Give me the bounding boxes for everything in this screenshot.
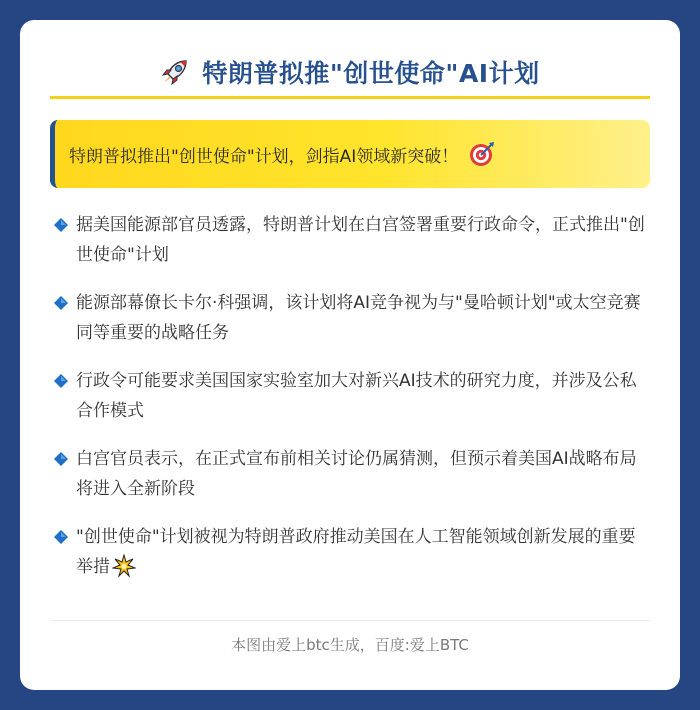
footer-credit: 本图由爱上btc生成，百度:爱上BTC [231, 636, 469, 654]
list-item [52, 444, 652, 504]
highlight-banner [50, 120, 650, 188]
list-item-text: 行政令可能要求美国国家实验室加大对新兴AI技术的研究力度，并涉及公私合作模式 [76, 371, 637, 421]
diamond-bullet-icon [54, 530, 68, 544]
list-item-text: 白宫官员表示，在正式宣布前相关讨论仍属猜测，但预示着美国AI战略布局将进入全新阶段 [76, 449, 637, 499]
content-card [20, 20, 680, 690]
list-item-text: 据美国能源部官员透露，特朗普计划在白宫签署重要行政命令，正式推出"创世使命"计划 [76, 215, 645, 265]
title-divider [50, 96, 650, 99]
list-item [52, 288, 652, 348]
diamond-bullet-icon [54, 218, 68, 232]
list-item [52, 366, 652, 426]
bullet-list [52, 210, 652, 600]
diamond-bullet-icon [54, 296, 68, 310]
highlight-text: 特朗普拟推出"创世使命"计划，剑指AI领域新突破！ [69, 146, 459, 167]
diamond-bullet-icon [54, 374, 68, 388]
rocket-icon [160, 57, 190, 87]
sparkle-icon [112, 554, 136, 578]
footer-divider [50, 620, 650, 621]
page-title: 特朗普拟推"创世使命"AI计划 [202, 59, 540, 88]
list-item [52, 210, 652, 270]
list-item [52, 522, 652, 582]
list-item-text: 能源部幕僚长卡尔·科强调，该计划将AI竞争视为与"曼哈顿计划"或太空竞赛同等重要的战略任务 [76, 293, 641, 343]
page-header [50, 52, 650, 92]
list-item-text: "创世使命"计划被视为特朗普政府推动美国在人工智能领域创新发展的重要举措 [76, 527, 636, 577]
target-icon [468, 140, 496, 168]
diamond-bullet-icon [54, 452, 68, 466]
